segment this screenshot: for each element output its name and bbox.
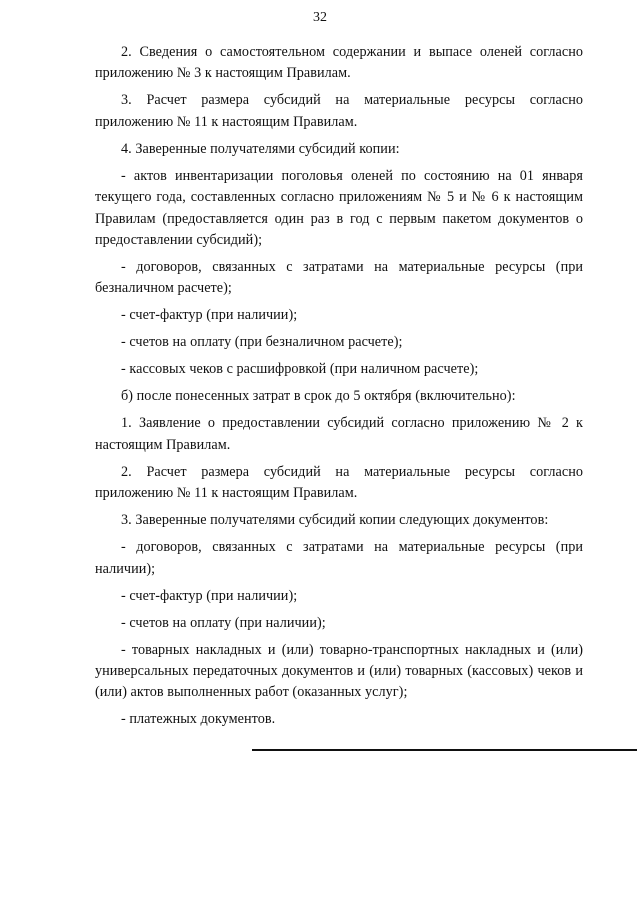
paragraph-11: 2. Расчет размера субсидий на материальные ресурсы согласно приложению № 11 к настоящим Правилам.	[95, 463, 583, 502]
paragraph-5: - договоров, связанных с затратами на материальные ресурсы (при безналичном расчете);	[95, 259, 583, 297]
paragraph-1: 2. Сведения о самостоятельном содержании и выпасе оленей согласно приложению № 3 к настоящим Правилам.	[95, 44, 583, 82]
paragraph-9: б) после понесенных затрат в срок до 5 октября (включительно):	[121, 388, 516, 405]
paragraph-7: - счетов на оплату (при безналичном расчете);	[121, 334, 403, 351]
paragraph-15: - счетов на оплату (при наличии);	[121, 614, 326, 631]
paragraph-17: - платежных документов.	[121, 711, 276, 728]
paragraph-8: - кассовых чеков с расшифровкой (при наличном расчете);	[121, 361, 479, 378]
paragraph-6: - счет-фактур (при наличии);	[121, 307, 298, 324]
paragraph-16: - товарных накладных и (или) товарно-транспортных накладных и (или) универсальных передаточных документов и (или) товарных (кассовых) чеков и (или) актов выполненных работ (оказанных услуг);	[95, 641, 583, 701]
paragraph-4: - актов инвентаризации поголовья оленей по состоянию на 01 января текущего года, составленных согласно приложениям № 5 и № 6 к настоящим Правилам (предоставляется один раз в год с первым пакетом документов о предоставлении субсидий);	[95, 167, 583, 249]
paragraph-13: - договоров, связанных с затратами на материальные ресурсы (при наличии);	[95, 539, 583, 577]
paragraph-10: 1. Заявление о предоставлении субсидий согласно приложению № 2 к настоящим Правилам.	[95, 415, 583, 453]
document-body	[95, 42, 583, 736]
horizontal-rule	[252, 749, 637, 751]
paragraph-2: 3. Расчет размера субсидий на материальные ресурсы согласно приложению № 11 к настоящим Правилам.	[95, 92, 583, 130]
page-number: 32	[313, 10, 327, 25]
paragraph-12: 3. Заверенные получателями субсидий копии следующих документов:	[121, 512, 549, 529]
paragraph-14: - счет-фактур (при наличии);	[121, 587, 298, 604]
paragraph-3: 4. Заверенные получателями субсидий копии:	[121, 140, 400, 157]
